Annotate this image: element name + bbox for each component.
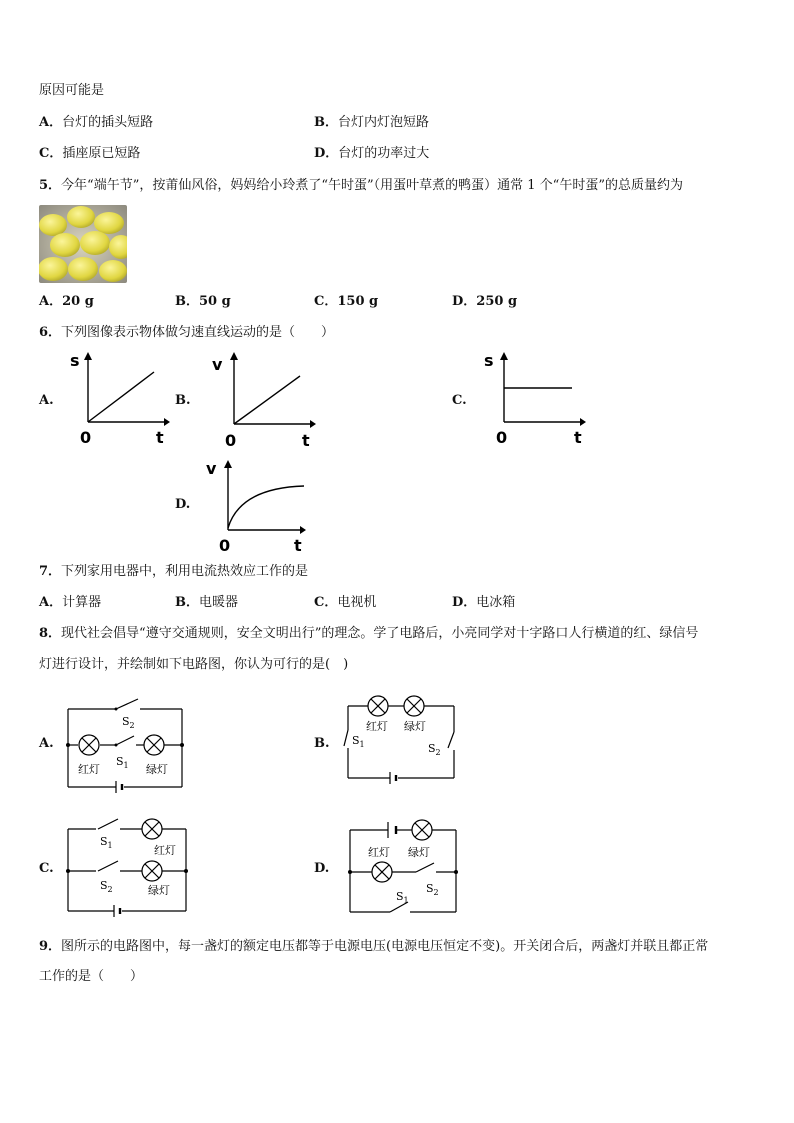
option-label: C． <box>314 294 338 309</box>
q5-option-a[interactable] <box>39 294 94 310</box>
green-lamp-label: 绿灯 <box>146 763 168 776</box>
switch-s1-label: $S_1$ <box>352 734 365 749</box>
red-lamp-label: 红灯 <box>366 720 388 733</box>
question-text: 现代社会倡导“遵守交通规则，安全文明出行”的理念。学了电路后，小亮同学对十字路口人行横道的红、绿信号 <box>61 626 699 641</box>
q5-option-d[interactable] <box>452 294 517 310</box>
axis-label-x: t <box>294 536 302 555</box>
switch-s2-label: $S_2$ <box>426 882 439 897</box>
option-text: 电冰箱 <box>476 595 516 610</box>
q4-option-b[interactable] <box>314 115 429 131</box>
option-label: D． <box>452 294 477 309</box>
question-text: 下列家用电器中，利用电流热效应工作的是 <box>61 564 309 579</box>
axis-label-x: t <box>156 428 164 447</box>
q8-circuit-b <box>342 694 460 792</box>
question-text: 图所示的电路图中，每一盏灯的额定电压都等于电源电压(电源电压恒定不变)。开关闭合后，两盏灯并联且都正常 <box>61 939 709 954</box>
question-number: 9． <box>39 939 62 954</box>
option-text: 50 g <box>199 294 231 309</box>
axis-label-y: v <box>206 459 217 478</box>
red-lamp-label: 红灯 <box>154 844 176 857</box>
q4-option-c[interactable] <box>39 146 140 162</box>
option-text: 计算器 <box>62 595 102 610</box>
q4-option-a[interactable] <box>39 115 153 131</box>
switch-s2-label: $S_2$ <box>100 879 113 894</box>
axis-origin: 0 <box>219 536 231 555</box>
switch-s1-label: $S_1$ <box>100 835 113 850</box>
red-lamp-label: 红灯 <box>78 763 100 776</box>
q6-graph-c <box>484 350 588 446</box>
axis-label-y: s <box>70 351 80 370</box>
axis-origin: 0 <box>496 428 508 447</box>
q9-stem-line1 <box>39 939 708 955</box>
axis-origin: 0 <box>225 431 237 450</box>
option-label: B． <box>175 294 199 309</box>
question-text: 今年“端午节”，按莆仙风俗，妈妈给小玲煮了“午时蛋”（用蛋叶草煮的鸭蛋）通常 1 个“午时蛋”的总质量约为 <box>61 178 683 193</box>
q7-stem <box>39 564 308 580</box>
green-lamp-label: 绿灯 <box>408 846 430 859</box>
axis-label-x: t <box>302 431 310 450</box>
option-text: 电暖器 <box>199 595 239 610</box>
q8-option-c-label[interactable]: C. <box>39 861 54 876</box>
q7-option-c[interactable] <box>314 595 376 611</box>
option-label: A． <box>39 294 63 309</box>
duck-egg-photo <box>39 205 127 283</box>
option-label: B． <box>314 115 338 130</box>
q9-stem-line2: 工作的是（ ） <box>39 969 144 984</box>
question-number: 6． <box>39 325 62 340</box>
option-text: 150 g <box>337 294 379 309</box>
option-text: 20 g <box>62 294 94 309</box>
q4-stem-tail: 原因可能是 <box>39 83 105 98</box>
q6-graph-b <box>212 352 316 450</box>
q5-option-b[interactable] <box>175 294 231 310</box>
green-lamp-label: 绿灯 <box>148 884 170 897</box>
option-text: 电视机 <box>337 595 377 610</box>
option-text: 台灯的功率过大 <box>338 146 430 161</box>
option-label: C． <box>39 146 63 161</box>
q6-stem <box>39 325 334 341</box>
q8-circuit-c <box>66 815 192 917</box>
q7-option-b[interactable] <box>175 595 238 611</box>
question-number: 5． <box>39 178 62 193</box>
q8-option-b-label[interactable]: B. <box>314 736 330 751</box>
q8-circuit-a <box>66 695 186 795</box>
q5-stem <box>39 178 683 194</box>
switch-s2-label: $S_2$ <box>428 742 441 757</box>
axis-label-y: s <box>484 351 494 370</box>
q8-circuit-d <box>346 818 460 918</box>
q6-option-a-label[interactable]: A. <box>39 393 54 408</box>
q8-stem-line2: 灯进行设计，并绘制如下电路图，你认为可行的是( ) <box>39 657 349 672</box>
question-text: 下列图像表示物体做匀速直线运动的是（ ） <box>61 325 335 340</box>
option-text: 台灯内灯泡短路 <box>338 115 430 130</box>
option-label: B． <box>175 595 199 610</box>
q6-graph-a <box>70 350 170 446</box>
q6-graph-d <box>206 458 310 554</box>
q5-option-c[interactable] <box>314 294 378 310</box>
q6-option-b-label[interactable]: B. <box>175 393 191 408</box>
switch-s1-label: $S_1$ <box>396 890 409 905</box>
option-label: C． <box>314 595 338 610</box>
axis-origin: 0 <box>80 428 92 447</box>
q6-option-c-label[interactable]: C. <box>452 393 467 408</box>
switch-s2-label: $S_2$ <box>122 715 135 730</box>
q7-option-a[interactable] <box>39 595 101 611</box>
switch-s1-label: $S_1$ <box>116 755 129 770</box>
q8-option-d-label[interactable]: D. <box>314 861 330 876</box>
green-lamp-label: 绿灯 <box>404 720 426 733</box>
axis-label-y: v <box>212 355 223 374</box>
red-lamp-label: 红灯 <box>368 846 390 859</box>
q4-option-d[interactable] <box>314 146 429 162</box>
question-number: 8． <box>39 626 62 641</box>
option-label: D． <box>452 595 477 610</box>
option-label: D． <box>314 146 339 161</box>
option-label: A． <box>39 595 63 610</box>
q8-stem-line1 <box>39 626 698 642</box>
question-number: 7． <box>39 564 62 579</box>
option-text: 台灯的插头短路 <box>62 115 154 130</box>
option-text: 插座原已短路 <box>62 146 141 161</box>
q8-option-a-label[interactable]: A. <box>39 736 54 751</box>
q7-option-d[interactable] <box>452 595 515 611</box>
q6-option-d-label[interactable]: D. <box>175 497 191 512</box>
option-text: 250 g <box>476 294 518 309</box>
axis-label-x: t <box>574 428 582 447</box>
option-label: A． <box>39 115 63 130</box>
